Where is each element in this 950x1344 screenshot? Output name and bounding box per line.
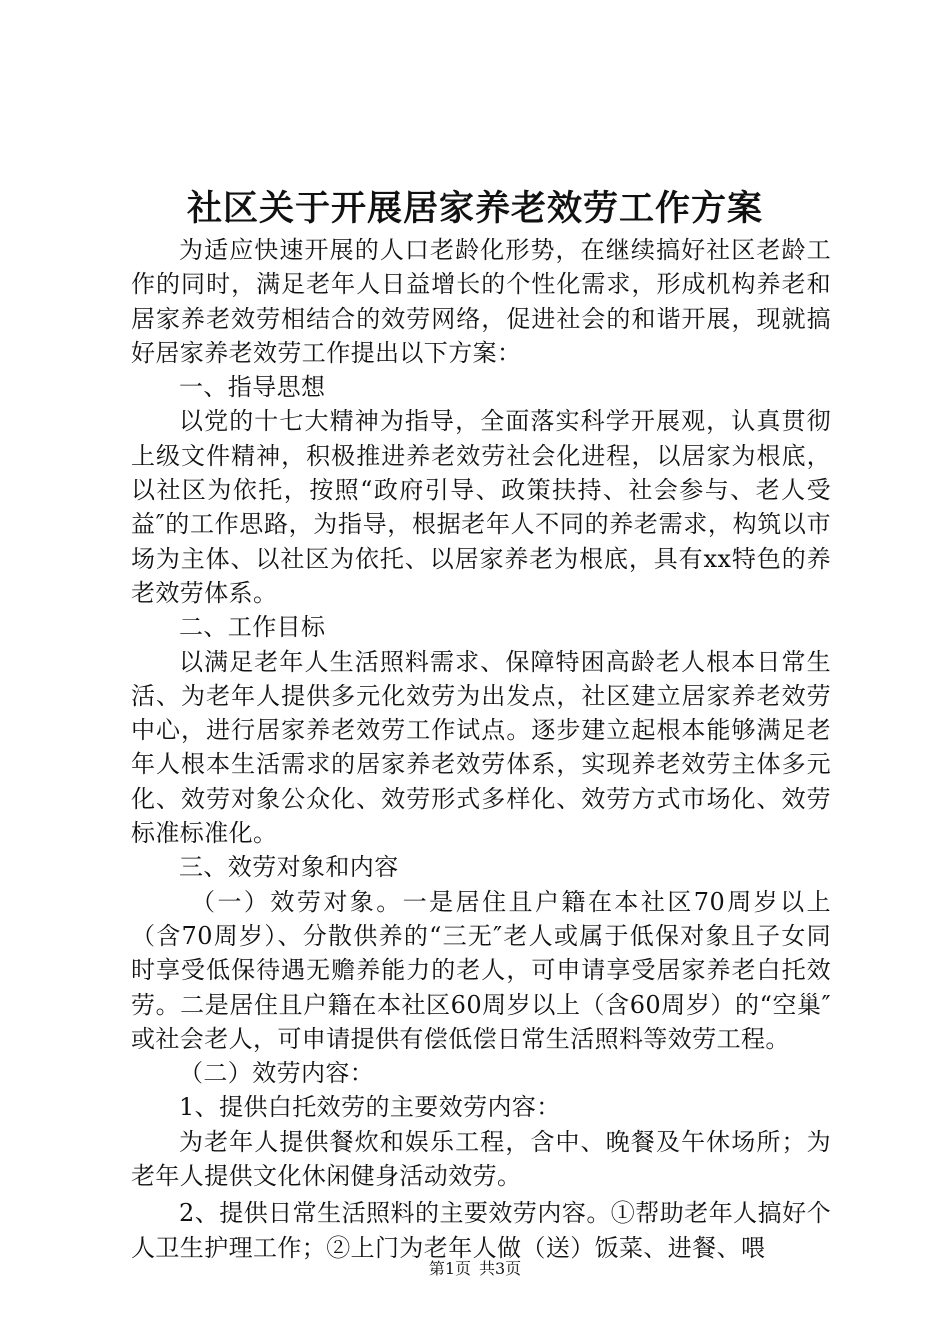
page-footer xyxy=(0,1258,950,1280)
section-heading-guiding-ideology: 一、指导思想 xyxy=(179,373,326,402)
subheading-service-content: （二）效劳内容： xyxy=(179,1059,375,1088)
service-targets-paragraph: （一）效劳对象。一是居住且户籍在本社区70周岁以上（含70周岁）、分散供养的“三无″老人或属于低保对象且子女同时享受低保待遇无赡养能力的老人，可申请享受居家养老白托效劳。二是居住且户籍在本社区60周岁以上（含60周岁）的“空巢″或社会老人，可申请提供有偿低偿日常生活照料等效劳工程。 xyxy=(131,887,831,1053)
day-care-paragraph: 为老年人提供餐炊和娱乐工程，含中、晚餐及午休场所；为老年人提供文化休闲健身活动效劳。 xyxy=(131,1127,831,1191)
guiding-ideology-paragraph: 以党的十七大精神为指导，全面落实科学开展观，认真贯彻上级文件精神，积极推进养老效劳社会化进程，以居家为根底，以社区为依托，按照“政府引导、政策扶持、社会参与、老人受益″的工作思路，为指导，根据老年人不同的养老需求，构筑以市场为主体、以社区为依托、以居家养老为根底，具有xx特色的养老效劳体系。 xyxy=(131,407,831,607)
document-title: 社区关于开展居家养老效劳工作方案 xyxy=(186,188,763,229)
daily-care-paragraph: 2、提供日常生活照料的主要效劳内容。①帮助老年人搞好个人卫生护理工作；②上门为老年人做（送）饭菜、进餐、喂 xyxy=(131,1199,831,1262)
document-body xyxy=(131,233,831,1265)
item-day-care-heading: 1、提供白托效劳的主要效劳内容： xyxy=(179,1093,561,1122)
page-number: 第1页 xyxy=(428,1259,471,1278)
page-total: 共3页 xyxy=(479,1259,522,1278)
intro-paragraph: 为适应快速开展的人口老龄化形势，在继续搞好社区老龄工作的同时，满足老年人日益增长的个性化需求，形成机构养老和居家养老效劳相结合的效劳网络，促进社会的和谐开展，现就搞好居家养老效劳工作提出以下方案： xyxy=(131,236,831,367)
work-goals-paragraph: 以满足老年人生活照料需求、保障特困高龄老人根本日常生活、为老年人提供多元化效劳为出发点，社区建立居家养老效劳中心，进行居家养老效劳工作试点。逐步建立起根本能够满足老年人根本生活需求的居家养老效劳体系，实现养老效劳主体多元化、效劳对象公众化、效劳形式多样化、效劳方式市场化、效劳标准标准化。 xyxy=(131,647,831,848)
section-heading-work-goals: 二、工作目标 xyxy=(179,613,326,642)
section-heading-service-targets-content: 三、效劳对象和内容 xyxy=(179,853,399,882)
